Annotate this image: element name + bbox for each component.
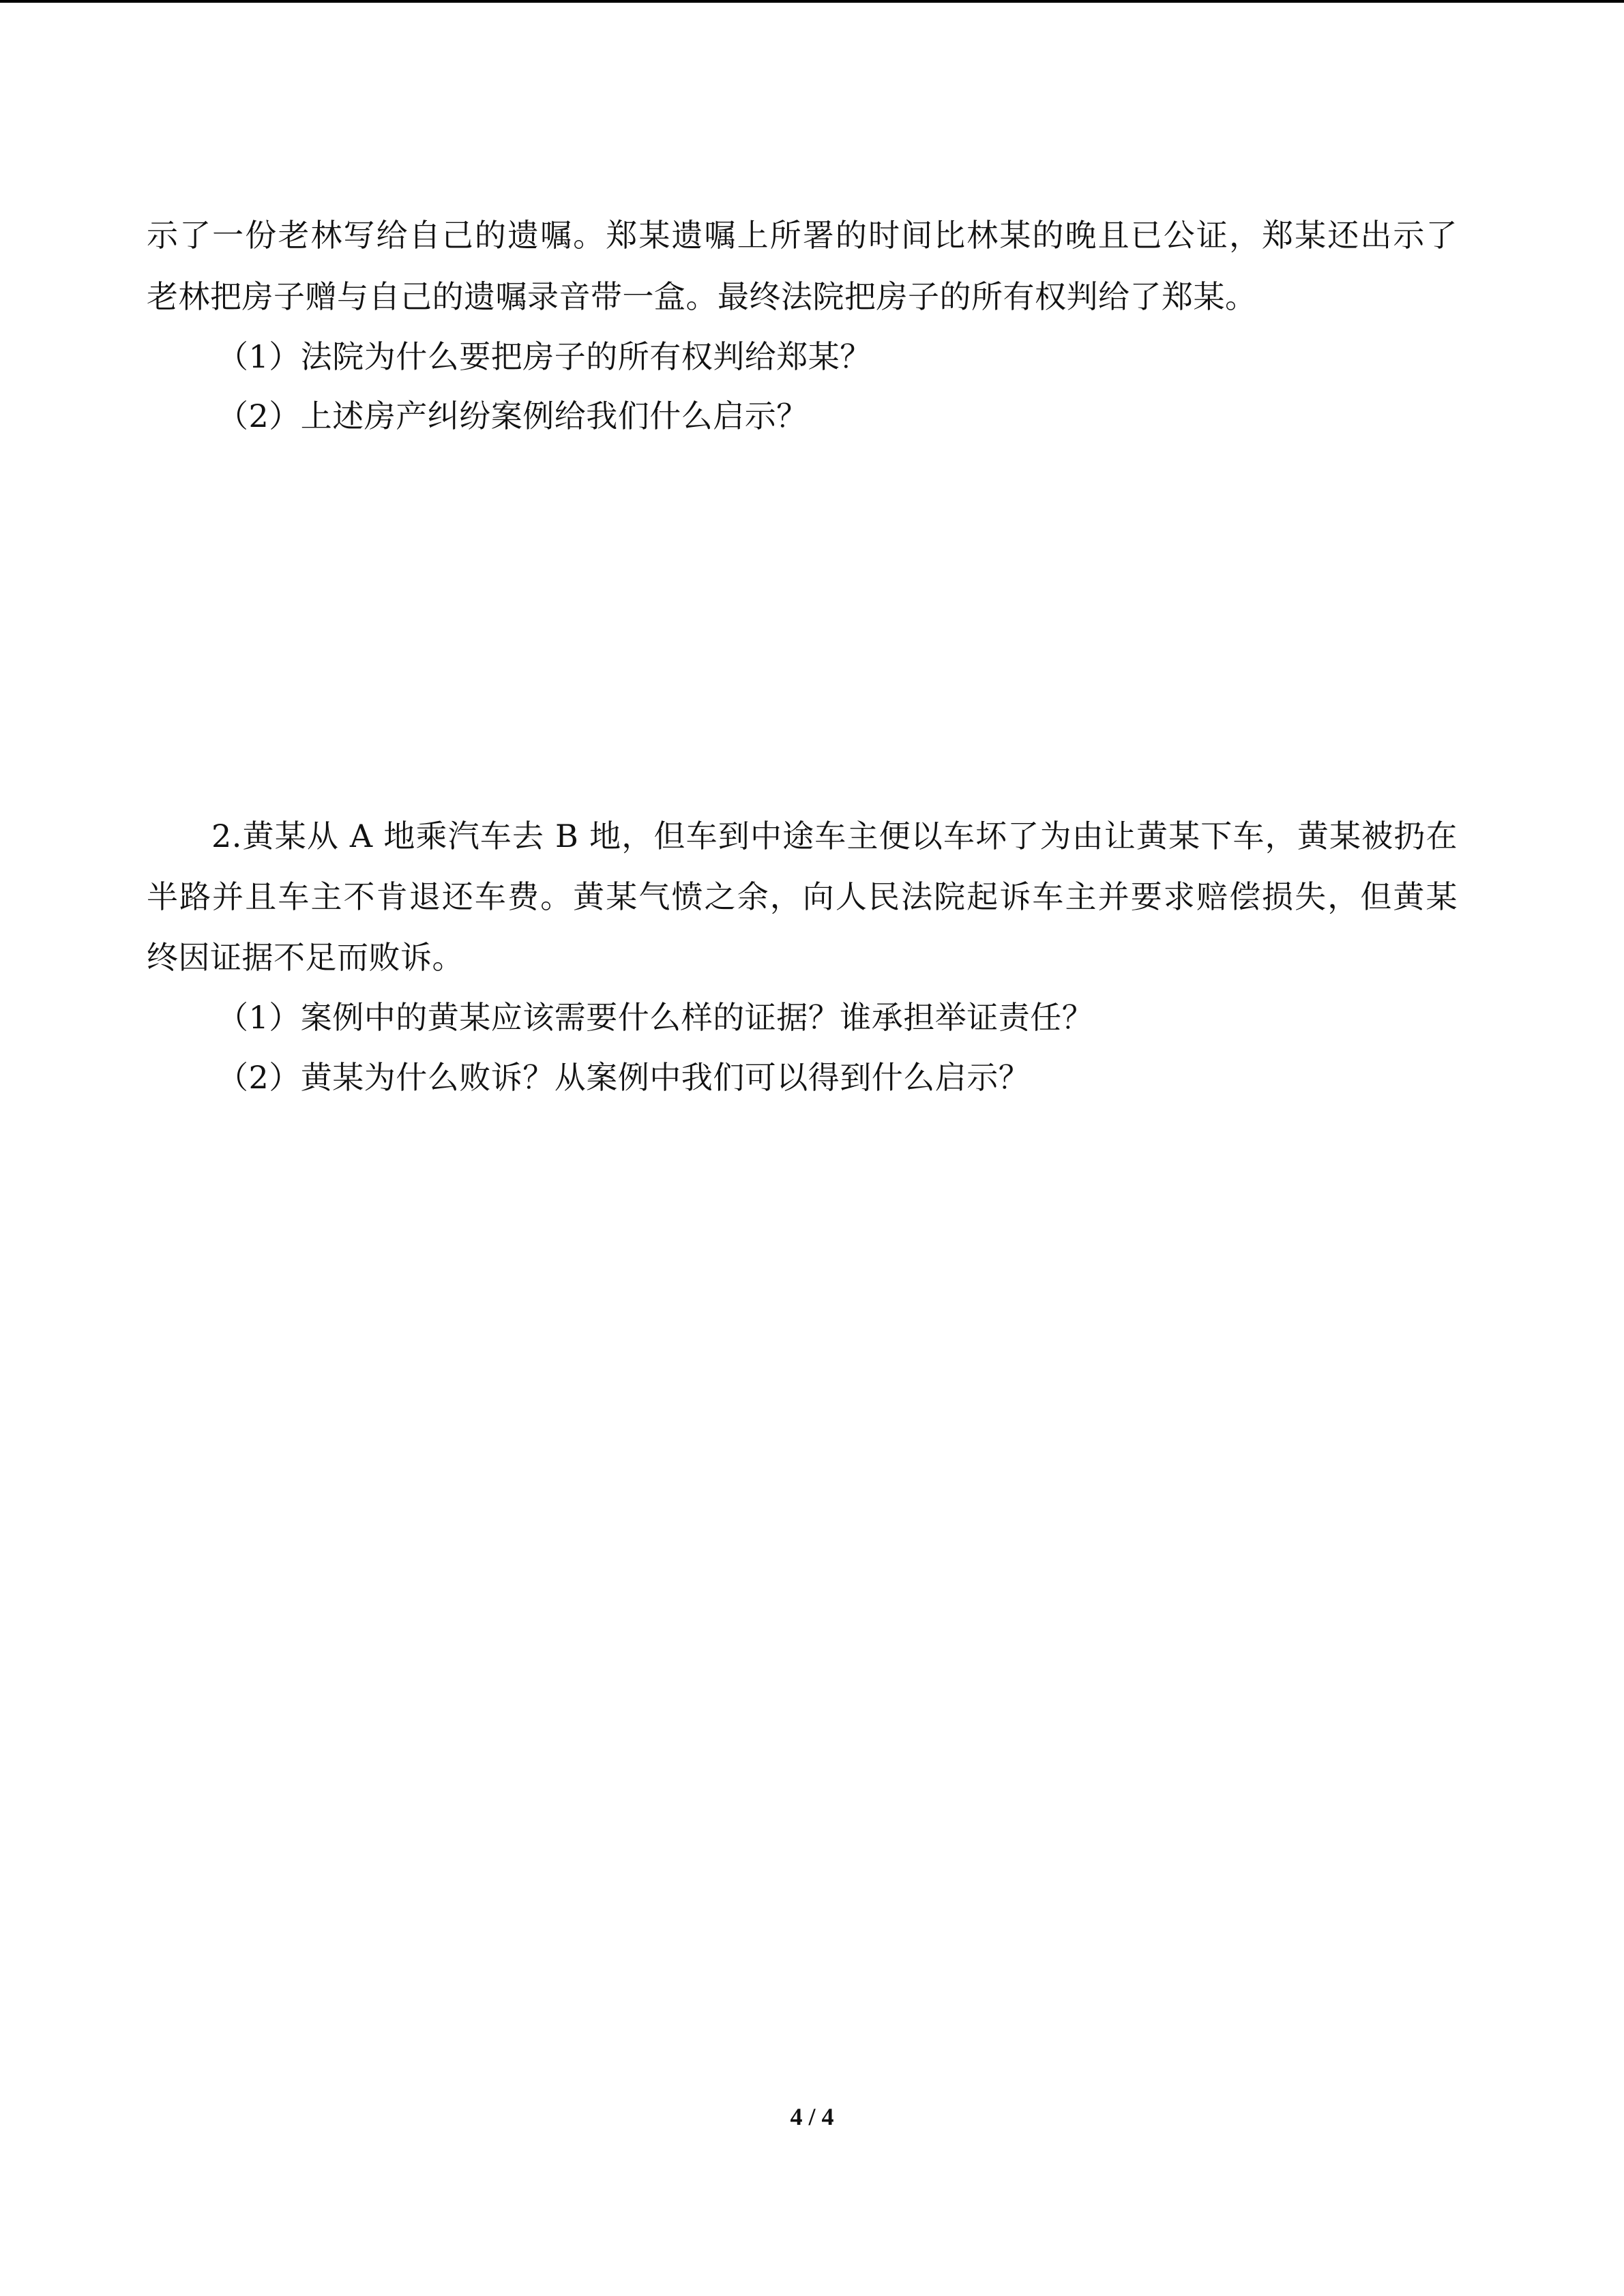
case1-text-line-1: 示了一份老林写给自己的遗嘱。郑某遗嘱上所署的时间比林某的晚且已公证，郑某还出示了 <box>147 217 1458 254</box>
case2-text-line-2: 半路并且车主不肯退还车费。黄某气愤之余，向人民法院起诉车主并要求赔偿损失，但黄某 <box>147 878 1458 915</box>
case2-text-line-3: 终因证据不足而败诉。 <box>147 939 464 976</box>
case2-question-2: （2）黄某为什么败诉？从案例中我们可以得到什么启示？ <box>217 1059 1031 1096</box>
case2-text-line-1: 2.黄某从 A 地乘汽车去 B 地，但车到中途车主便以车坏了为由让黄某下车，黄某被扔在 <box>211 818 1458 854</box>
case1-question-1: （1）法院为什么要把房子的所有权判给郑某？ <box>217 338 872 375</box>
case1-question-2: （2）上述房产纠纷案例给我们什么启示？ <box>217 398 808 434</box>
case2-question-1: （1）案例中的黄某应该需要什么样的证据？谁承担举证责任？ <box>217 999 1094 1036</box>
page-number: 4 / 4 <box>790 2103 834 2130</box>
case1-text-line-2: 老林把房子赠与自己的遗嘱录音带一盒。最终法院把房子的所有权判给了郑某。 <box>147 278 1257 315</box>
